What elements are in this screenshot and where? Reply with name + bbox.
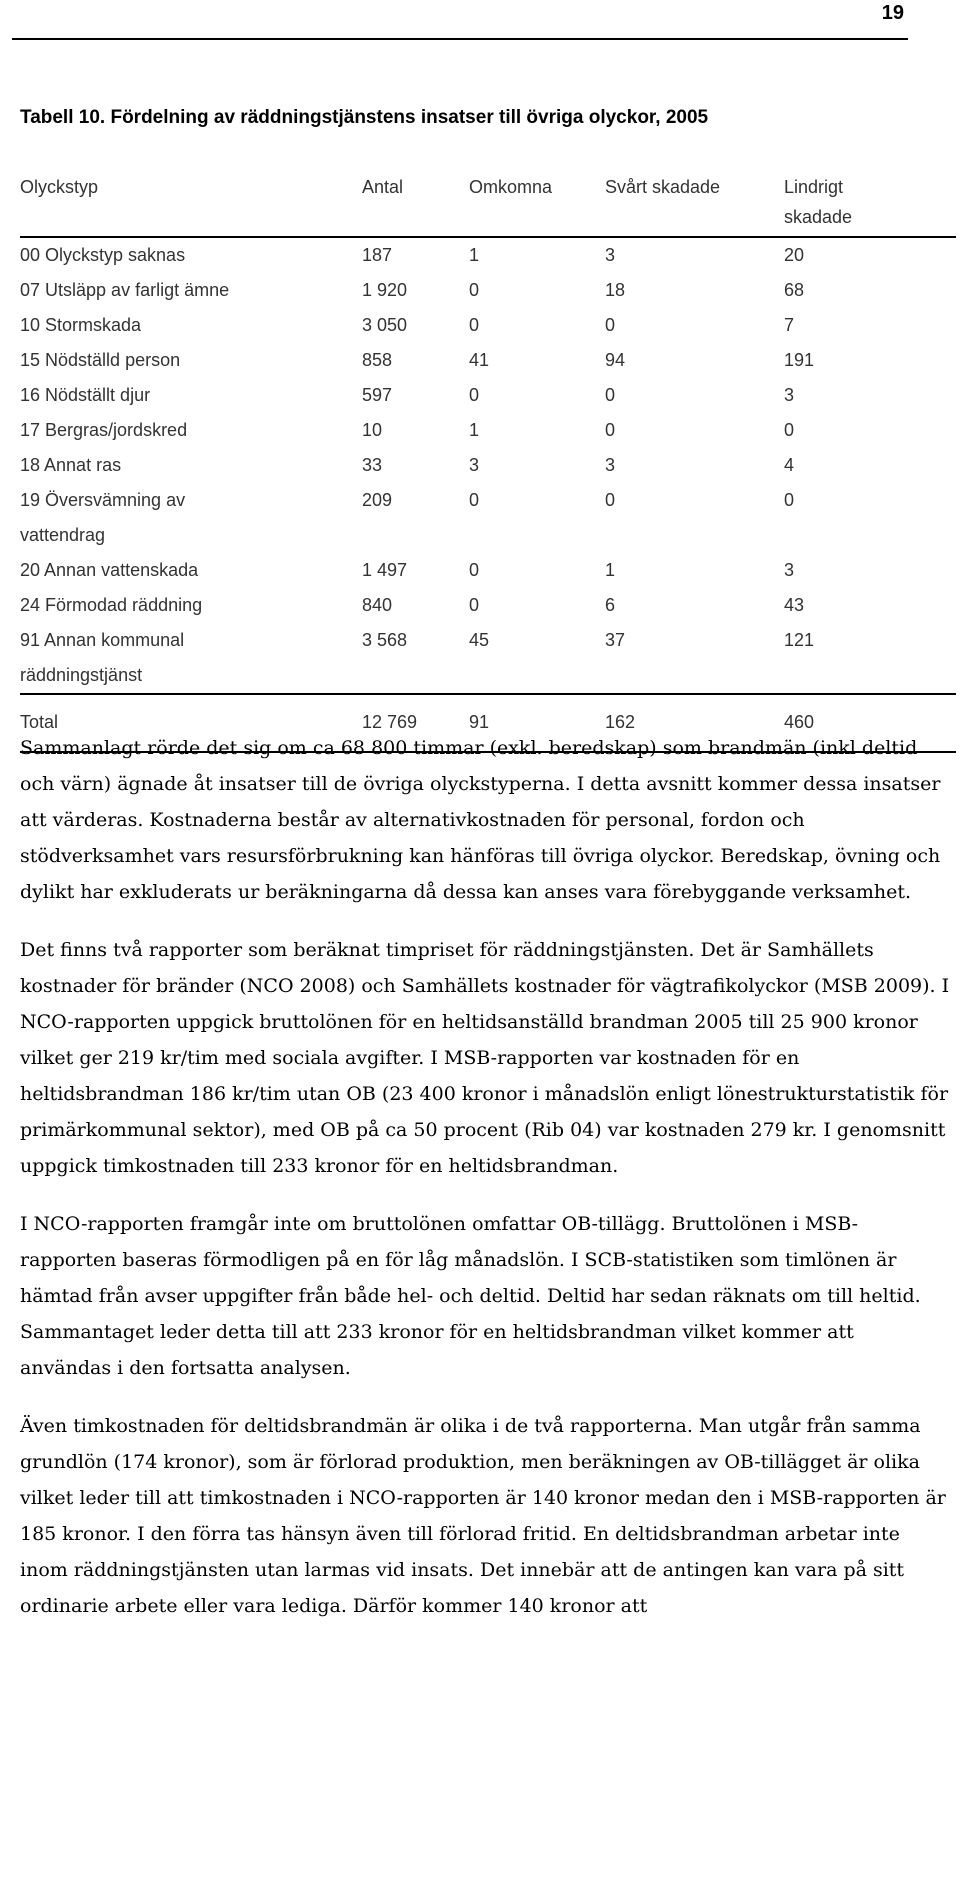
cell-svart-skadade: 3: [605, 455, 616, 475]
cell-omkomna: 1: [469, 245, 480, 265]
cell-omkomna: 0: [469, 315, 480, 335]
cell-antal: 3 568: [362, 630, 408, 650]
cell-olyckstyp: 07 Utsläpp av farligt ämne: [20, 280, 230, 300]
cell-omkomna: 45: [469, 630, 490, 650]
table-row: [20, 273, 956, 308]
data-table: [20, 170, 956, 753]
table-row: [20, 308, 956, 343]
cell-antal: 209: [362, 490, 393, 510]
cell-svart-skadade: 37: [605, 630, 626, 650]
cell-olyckstyp: 16 Nödställt djur: [20, 385, 151, 405]
cell-omkomna: 0: [469, 595, 480, 615]
paragraph: Sammanlagt rörde det sig om ca 68 800 timmar (exkl. beredskap) som brandmän (inkl deltid och värn) ägnade åt insatser till de övriga olyckstyperna. I detta avsnitt kommer dessa insatser att värderas. Kostnaderna består av alternativkostnaden för personal, fordon och stödverksamhet vars resursförbrukning kan hänföras till övriga olyckor. Beredskap, övning och dylikt har exkluderats ur beräkningarna då dessa kan anses vara förebyggande verksamhet.: [20, 737, 941, 903]
cell-olyckstyp: 24 Förmodad räddning: [20, 595, 203, 615]
cell-omkomna: 3: [469, 455, 480, 475]
cell-antal: 3 050: [362, 315, 408, 335]
cell-olyckstyp: 10 Stormskada: [20, 315, 142, 335]
cell-antal: 33: [362, 455, 383, 475]
cell-omkomna: 0: [469, 385, 480, 405]
total-svart-skadade: 162: [605, 712, 636, 732]
cell-svart-skadade: 0: [605, 385, 616, 405]
cell-svart-skadade: 0: [605, 420, 616, 440]
header-olyckstyp: Olyckstyp: [20, 177, 99, 197]
cell-olyckstyp: 18 Annat ras: [20, 455, 122, 475]
cell-omkomna: 0: [469, 280, 480, 300]
table-row: [20, 588, 956, 623]
page-header: [12, 0, 908, 40]
cell-olyckstyp: 20 Annan vattenskada: [20, 560, 199, 580]
cell-lindrigt-skadade: 3: [784, 560, 795, 580]
cell-lindrigt-skadade: 3: [784, 385, 795, 405]
cell-lindrigt-skadade: 4: [784, 455, 795, 475]
total-label: Total: [20, 712, 59, 732]
cell-svart-skadade: 0: [605, 315, 616, 335]
body-text: [20, 730, 950, 1646]
cell-omkomna: 41: [469, 350, 490, 370]
cell-lindrigt-skadade: 43: [784, 595, 805, 615]
table-row: [20, 448, 956, 483]
cell-lindrigt-skadade: 7: [784, 315, 795, 335]
cell-olyckstyp: 15 Nödställd person: [20, 350, 181, 370]
cell-svart-skadade: 3: [605, 245, 616, 265]
cell-antal: 840: [362, 595, 393, 615]
total-omkomna: 91: [469, 712, 490, 732]
cell-antal: 1 497: [362, 560, 408, 580]
cell-antal: 597: [362, 385, 393, 405]
total-lindrigt-skadade: 460: [784, 712, 815, 732]
cell-omkomna: 0: [469, 560, 480, 580]
paragraph: I NCO-rapporten framgår inte om bruttolönen omfattar OB-tillägg. Bruttolönen i MSB-rapporten baseras förmodligen på en för låg månadslön. I SCB-statistiken som timlönen är hämtad från avser uppgifter från både hel- och deltid. Deltid har sedan räknats om till heltid. Sammantaget leder detta till att 233 kronor för en heltidsbrandman vilket kommer att användas i den fortsatta analysen.: [20, 1213, 921, 1379]
cell-olyckstyp: 00 Olyckstyp saknas: [20, 245, 186, 265]
cell-omkomna: 0: [469, 490, 480, 510]
cell-svart-skadade: 94: [605, 350, 626, 370]
cell-lindrigt-skadade: 0: [784, 490, 795, 510]
cell-antal: 10: [362, 420, 383, 440]
table-row: [20, 343, 956, 378]
header-antal: Antal: [362, 177, 404, 197]
cell-lindrigt-skadade: 191: [784, 350, 815, 370]
total-antal: 12 769: [362, 712, 418, 732]
table-row: [20, 413, 956, 448]
cell-omkomna: 1: [469, 420, 480, 440]
cell-lindrigt-skadade: 68: [784, 280, 805, 300]
cell-antal: 858: [362, 350, 393, 370]
cell-svart-skadade: 6: [605, 595, 616, 615]
cell-olyckstyp: 19 Översvämning av vattendrag: [20, 490, 186, 545]
table-row: [20, 623, 956, 693]
cell-svart-skadade: 1: [605, 560, 616, 580]
header-omkomna: Omkomna: [469, 177, 553, 197]
cell-olyckstyp: 17 Bergras/jordskred: [20, 420, 188, 440]
cell-antal: 1 920: [362, 280, 408, 300]
cell-antal: 187: [362, 245, 393, 265]
header-svart-skadade: Svårt skadade: [605, 177, 721, 197]
table-row: [20, 378, 956, 413]
page-number: 19: [881, 2, 904, 24]
cell-svart-skadade: 18: [605, 280, 626, 300]
cell-svart-skadade: 0: [605, 490, 616, 510]
paragraph: Även timkostnaden för deltidsbrandmän är olika i de två rapporterna. Man utgår från samma grundlön (174 kronor), som är förlorad produktion, men beräkningen av OB-tillägget är olika vilket leder till att timkostnaden i NCO-rapporten är 140 kronor medan den i MSB-rapporten är 185 kronor. I den förra tas hänsyn även till förlorad fritid. En deltidsbrandman arbetar inte inom räddningstjänsten utan larmas vid insats. Det innebär att de antingen kan vara på sitt ordinarie arbete eller vara lediga. Därför kommer 140 kronor att: [20, 1415, 946, 1617]
cell-lindrigt-skadade: 0: [784, 420, 795, 440]
table-header-row: [20, 170, 956, 238]
table-row: [20, 238, 956, 273]
cell-lindrigt-skadade: 121: [784, 630, 815, 650]
paragraph: Det finns två rapporter som beräknat timpriset för räddningstjänsten. Det är Samhällets kostnader för bränder (NCO 2008) och Samhällets kostnader för vägtrafikolyckor (MSB 2009). I NCO-rapporten uppgick bruttolönen för en heltidsanställd brandman 2005 till 25 900 kronor vilket ger 219 kr/tim med sociala avgifter. I MSB-rapporten var kostnaden för en heltidsbrandman 186 kr/tim utan OB (23 400 kronor i månadslön enligt lönestrukturstatistik för primärkommunal sektor), med OB på ca 50 procent (Rib 04) var kostnaden 279 kr. I genomsnitt uppgick timkostnaden till 233 kronor för en heltidsbrandman.: [20, 939, 950, 1177]
cell-olyckstyp: 91 Annan kommunal räddningstjänst: [20, 630, 185, 685]
table-row: [20, 553, 956, 588]
cell-lindrigt-skadade: 20: [784, 245, 805, 265]
table-row: [20, 483, 956, 553]
table-title: Tabell 10. Fördelning av räddningstjänstens insatser till övriga olyckor, 2005: [20, 107, 709, 128]
header-lindrigt-skadade: Lindrigt skadade: [784, 177, 853, 227]
